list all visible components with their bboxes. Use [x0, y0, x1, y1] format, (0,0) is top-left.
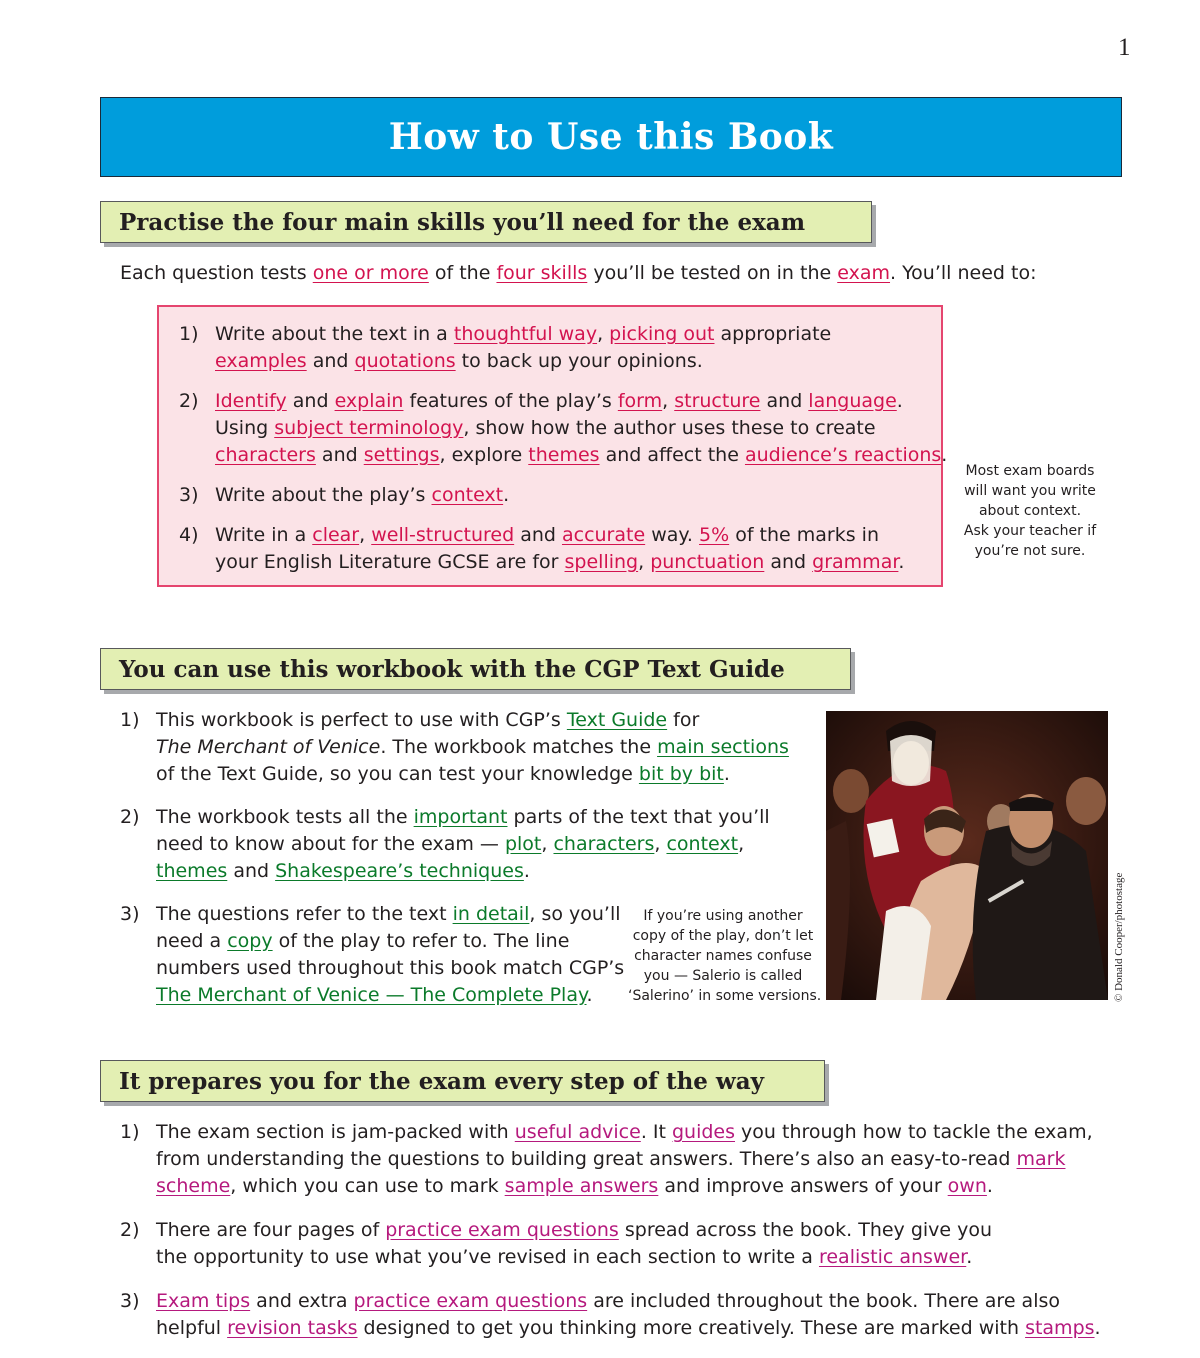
- link[interactable]: examples: [215, 350, 307, 372]
- link[interactable]: useful advice: [514, 1121, 641, 1143]
- link[interactable]: one or more: [312, 262, 429, 284]
- play-photo: [826, 711, 1108, 1000]
- link[interactable]: spelling: [564, 551, 639, 573]
- link[interactable]: Text Guide: [566, 709, 668, 731]
- link[interactable]: guides: [671, 1121, 736, 1143]
- guide-item-3: 3) The questions refer to the text in detail, so you’ll need a copy of the play to refer to. The line numbers used throughout this book match CGP’s The Merchant of Venice — The Complete Play.: [120, 903, 625, 1006]
- link[interactable]: accurate: [561, 524, 646, 546]
- link[interactable]: Exam tips: [156, 1290, 251, 1312]
- link[interactable]: characters: [553, 833, 655, 855]
- link[interactable]: mark: [1016, 1148, 1066, 1170]
- skill-item-4: 4) Write in a clear, well-structured and accurate way. 5% of the marks in your English Literature GCSE are for spelling, punctuation and grammar.: [179, 524, 905, 573]
- context-note: Most exam boards will want you write about context. Ask your teacher if you’re not sure.: [963, 463, 1097, 559]
- section-heading-text-guide: You can use this workbook with the CGP Text Guide: [100, 648, 851, 690]
- link[interactable]: in detail: [452, 903, 530, 925]
- link[interactable]: subject terminology: [274, 417, 464, 439]
- link[interactable]: practice exam questions: [353, 1290, 588, 1312]
- skill-item-2: 2) Identify and explain features of the play’s form, structure and language. Using subject terminology, show how the author uses these to create characters and settings, explore themes and affect the audience’s reactions.: [179, 390, 948, 466]
- link[interactable]: main sections: [657, 736, 789, 758]
- link[interactable]: grammar: [812, 551, 899, 573]
- link[interactable]: structure: [674, 390, 761, 412]
- prep-item-3: 3) Exam tips and extra practice exam questions are included throughout the book. There are also helpful revision tasks designed to get you thinking more creatively. These are marked with stamps.: [120, 1290, 1101, 1339]
- page-title: How to Use this Book: [388, 116, 834, 158]
- link[interactable]: four skills: [496, 262, 588, 284]
- link[interactable]: picking out: [609, 323, 715, 345]
- prep-item-1: 1) The exam section is jam-packed with useful advice. It guides you through how to tackle the exam, from understanding the questions to building great answers. There’s also an easy-to-read mark scheme, which you can use to mark sample answers and improve answers of your own.: [120, 1121, 1093, 1197]
- link[interactable]: bit by bit: [638, 763, 724, 785]
- link[interactable]: copy: [227, 930, 273, 952]
- link[interactable]: audience’s reactions: [744, 444, 942, 466]
- link[interactable]: explain: [334, 390, 404, 412]
- link[interactable]: language: [808, 390, 897, 412]
- link[interactable]: quotations: [354, 350, 456, 372]
- link[interactable]: Identify: [215, 390, 287, 412]
- link[interactable]: context: [666, 833, 739, 855]
- link[interactable]: scheme: [156, 1175, 231, 1197]
- link[interactable]: context: [431, 484, 504, 506]
- prep-item-2: 2) There are four pages of practice exam questions spread across the book. They give you the opportunity to use what you’ve revised in each section to write a realistic answer.: [120, 1219, 993, 1268]
- link[interactable]: themes: [528, 444, 600, 466]
- guide-item-2: 2) The workbook tests all the important parts of the text that you’ll need to know about for the exam — plot, characters, context, themes and Shakespeare’s techniques.: [120, 806, 770, 882]
- section-heading-skills: Practise the four main skills you’ll need for the exam: [100, 201, 872, 243]
- link[interactable]: themes: [156, 860, 228, 882]
- link[interactable]: sample answers: [504, 1175, 659, 1197]
- photo-credit: © Donald Cooper/photostage: [1113, 872, 1125, 1002]
- link[interactable]: thoughtful way: [453, 323, 598, 345]
- link[interactable]: settings: [363, 444, 440, 466]
- skill-item-1: 1) Write about the text in a thoughtful way, picking out appropriate examples and quotations to back up your opinions.: [179, 323, 832, 372]
- link[interactable]: plot: [504, 833, 542, 855]
- guide-item-1: 1) This workbook is perfect to use with CGP’s Text Guide for The Merchant of Venice. The workbook matches the main sections of the Text Guide, so you can test your knowledge bit by bit.: [120, 709, 789, 785]
- salerio-note: If you’re using another copy of the play, don’t let character names confuse you — Salerio is called ‘Salerino’ in some versions.: [628, 908, 822, 1004]
- link[interactable]: own: [947, 1175, 987, 1197]
- link[interactable]: well-structured: [371, 524, 515, 546]
- link[interactable]: 5%: [699, 524, 730, 546]
- skills-intro: Each question tests one or more of the four skills you’ll be tested on in the exam. You’ll need to:: [120, 262, 1037, 284]
- page-number: 1: [1118, 34, 1131, 61]
- skills-box: [157, 305, 948, 587]
- section-heading-exam-prep: It prepares you for the exam every step of the way: [100, 1060, 825, 1102]
- link[interactable]: The Merchant of Venice — The Complete Play: [156, 984, 587, 1006]
- link[interactable]: exam: [837, 262, 891, 284]
- link[interactable]: stamps: [1025, 1317, 1095, 1339]
- link[interactable]: clear: [312, 524, 360, 546]
- link[interactable]: punctuation: [650, 551, 765, 573]
- link[interactable]: revision tasks: [227, 1317, 358, 1339]
- page-title-bar: [100, 97, 1122, 177]
- link[interactable]: important: [413, 806, 508, 828]
- link[interactable]: Shakespeare’s techniques: [275, 860, 524, 882]
- link[interactable]: practice exam questions: [385, 1219, 619, 1241]
- link[interactable]: realistic answer: [818, 1246, 967, 1268]
- skill-item-3: 3) Write about the play’s context.: [179, 484, 510, 506]
- stage-scene-image: [826, 711, 1108, 1000]
- link[interactable]: form: [617, 390, 663, 412]
- link[interactable]: characters: [215, 444, 316, 466]
